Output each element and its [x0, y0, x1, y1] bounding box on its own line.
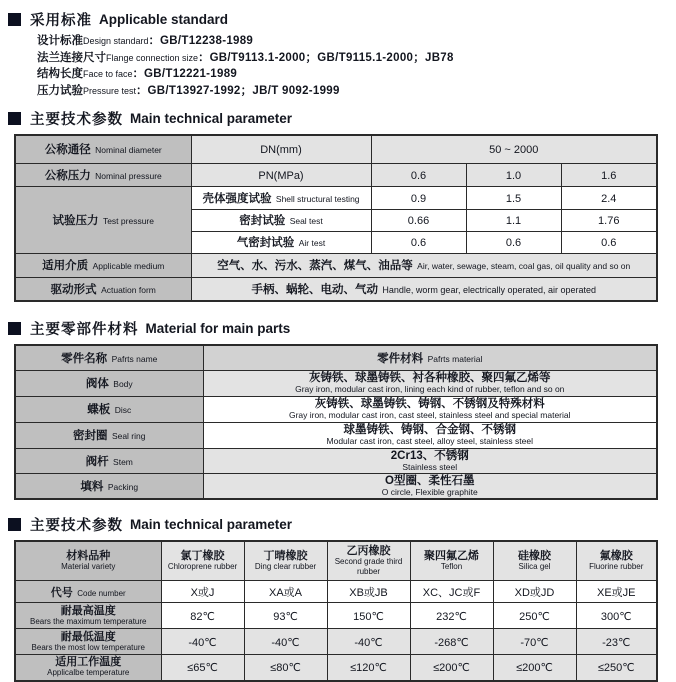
header-zh: 材料品种 — [66, 549, 111, 562]
label-zh: 蝶板 — [87, 404, 111, 416]
material-zh: 球墨铸铁、铸钢、合金钢、不锈钢 — [343, 424, 516, 436]
value-text: XB或JB — [349, 586, 388, 599]
table-row — [15, 422, 657, 448]
row-label-seal-ring — [15, 422, 203, 448]
row-label-max-temperature — [15, 603, 161, 629]
label-en: Applicalbe temperature — [47, 668, 130, 678]
actuation-zh: 手柄、蜗轮、电动、气动 — [251, 283, 378, 296]
value-text: 82℃ — [190, 610, 215, 623]
section-title-en: Main technical parameter — [130, 111, 293, 126]
label-en: Stem — [113, 456, 133, 467]
value-cell — [244, 581, 327, 603]
header-en: Pafrts material — [427, 353, 483, 364]
material-cell — [203, 448, 657, 473]
row-label-working-temperature — [15, 655, 161, 681]
separator: ： — [136, 84, 148, 97]
standards-list — [37, 33, 676, 99]
row-label-nominal-pressure — [15, 163, 191, 186]
header-silica — [493, 541, 576, 581]
medium-zh: 空气、水、污水、蒸汽、煤气、油品等 — [217, 260, 413, 272]
label-en: Nominal pressure — [95, 170, 162, 181]
value-text: -40℃ — [271, 636, 300, 649]
section-bullet-icon — [8, 112, 21, 125]
value-text: -40℃ — [354, 636, 383, 649]
label-en: Bears the most low temperature — [31, 642, 145, 652]
value-text: 0.6 — [601, 237, 617, 249]
label-en: Code number — [77, 588, 126, 598]
section-heading-rubber-parameters — [8, 514, 676, 535]
value-cell — [161, 603, 244, 629]
standard-value: GB/T12238-1989 — [160, 35, 254, 47]
technical-parameter-table — [14, 134, 658, 302]
header-zh: 硅橡胶 — [518, 549, 551, 562]
value-cell — [466, 231, 561, 253]
value-text: ≤250℃ — [597, 662, 635, 675]
material-en: O circle, Flexible graphite — [381, 486, 478, 497]
label-zh: 代号 — [50, 586, 73, 599]
row-label-test-pressure — [15, 186, 191, 253]
section-title-en: Main technical parameter — [130, 516, 293, 532]
value-text: ≤65℃ — [187, 662, 218, 675]
header-en: Second grade third rubber — [334, 556, 403, 576]
separator: ： — [198, 51, 210, 64]
value-cell — [244, 655, 327, 681]
material-en: Gray iron, modular cast iron, cast steel, stainless steel and special material — [288, 410, 571, 420]
standard-label-zh: 结构长度 — [37, 68, 83, 80]
header-nitrile — [244, 541, 327, 581]
table-row — [15, 186, 657, 209]
value-cell — [576, 655, 657, 681]
value-cell — [576, 603, 657, 629]
value-text: X或J — [190, 586, 215, 599]
value-text: ≤120℃ — [350, 662, 387, 675]
label-zh: 耐最低温度 — [60, 630, 116, 643]
param-cell — [191, 186, 371, 209]
test-name-zh: 壳体强度试验 — [202, 192, 272, 205]
label-zh: 适用工作温度 — [55, 656, 122, 669]
material-cell — [203, 370, 657, 396]
header-en: Pafrts name — [111, 353, 158, 364]
value-text: -70℃ — [520, 636, 549, 649]
standard-value: GB/T13927-1992；JB/T 9092-1999 — [147, 84, 340, 97]
medium-cell — [191, 253, 657, 277]
row-label-packing — [15, 473, 203, 499]
value-cell — [561, 163, 657, 186]
actuation-en: Handle, worm gear, electrically operated, air operated — [382, 284, 597, 295]
rubber-parameter-table — [14, 540, 658, 682]
label-en: Body — [113, 379, 133, 389]
label-en: Seal ring — [111, 431, 146, 441]
header-en: Fluorine rubber — [589, 561, 644, 571]
value-text: 2.4 — [601, 192, 617, 205]
value-cell — [576, 581, 657, 603]
value-cell — [244, 603, 327, 629]
value-cell — [327, 629, 410, 655]
value-text: ≤200℃ — [516, 662, 553, 675]
header-epdm — [327, 541, 410, 581]
value-cell — [493, 655, 576, 681]
header-en: Silica gel — [518, 561, 551, 571]
label-en: Packing — [107, 481, 139, 492]
value-text: 93℃ — [273, 610, 298, 623]
label-en: Disc — [114, 405, 132, 415]
row-label-nominal-diameter — [15, 135, 191, 163]
table-row — [15, 396, 657, 422]
standard-line-flange — [37, 50, 676, 67]
section-title-zh: 采用标准 — [30, 13, 92, 29]
table-header-row — [15, 541, 657, 581]
separator: ： — [132, 68, 145, 80]
test-name-zh: 气密封试验 — [236, 237, 295, 249]
label-zh: 密封圈 — [72, 430, 108, 442]
value-text: -40℃ — [188, 636, 217, 649]
row-label-actuation-form — [15, 277, 191, 301]
table-row — [15, 473, 657, 499]
material-cell — [203, 422, 657, 448]
param-cell — [191, 135, 371, 163]
section-heading-material-main-parts — [8, 318, 676, 339]
value-text: 232℃ — [436, 610, 467, 623]
value-cell — [561, 186, 657, 209]
value-cell — [327, 603, 410, 629]
value-cell — [466, 209, 561, 231]
value-text: XC、JC或F — [422, 586, 481, 599]
section-bullet-icon — [8, 518, 21, 531]
value-cell — [371, 186, 466, 209]
label-en: Applicable medium — [92, 261, 165, 271]
param-cell — [191, 163, 371, 186]
param-cell — [191, 231, 371, 253]
test-name-en: Air test — [298, 238, 326, 248]
value-text: 1.76 — [598, 215, 620, 227]
header-parts-name — [15, 345, 203, 370]
param-cell — [191, 209, 371, 231]
standard-label-zh: 压力试验 — [37, 84, 83, 97]
label-zh: 公称通径 — [44, 144, 91, 157]
value-text: XA或A — [268, 586, 302, 599]
header-zh: 零件名称 — [61, 352, 108, 365]
value-text: 150℃ — [353, 610, 384, 623]
standard-label-en: Design standard — [83, 36, 149, 46]
header-fluorine — [576, 541, 657, 581]
value-cell — [371, 209, 466, 231]
header-en: Ding clear rubber — [254, 561, 317, 571]
table-row — [15, 370, 657, 396]
section-title-en: Material for main parts — [145, 321, 291, 336]
range-text: 50 ~ 2000 — [489, 144, 539, 157]
header-zh: 零件材料 — [377, 352, 424, 365]
value-text: 0.9 — [410, 192, 427, 205]
label-zh: 试验压力 — [52, 214, 99, 227]
material-zh: O型圈、柔性石墨 — [385, 474, 475, 487]
material-cell — [203, 473, 657, 499]
standard-line-face-to-face — [37, 66, 676, 83]
material-en: Modular cast iron, cast steel, alloy steel, stainless steel — [326, 436, 533, 446]
value-cell — [561, 209, 657, 231]
row-label-code-number — [15, 581, 161, 603]
label-zh: 填料 — [80, 480, 104, 493]
table-row — [15, 277, 657, 301]
value-text: 0.6 — [410, 237, 427, 249]
label-en: Bears the maximum temperature — [30, 616, 147, 626]
label-zh: 耐最高温度 — [60, 604, 116, 617]
value-cell — [161, 581, 244, 603]
label-en: Nominal diameter — [95, 145, 162, 156]
row-label-min-temperature — [15, 629, 161, 655]
header-zh: 氟橡胶 — [599, 549, 633, 562]
standard-value: GB/T12221-1989 — [144, 68, 238, 80]
section-title-zh: 主要零部件材料 — [30, 322, 139, 338]
section-bullet-icon — [8, 13, 21, 26]
value-text: 1.0 — [505, 169, 522, 182]
value-text: -23℃ — [602, 636, 631, 649]
row-label-disc — [15, 396, 203, 422]
standard-label-zh: 设计标准 — [37, 35, 83, 47]
separator: ： — [148, 35, 161, 47]
value-cell — [161, 629, 244, 655]
value-text: 250℃ — [519, 610, 550, 623]
standard-label-zh: 法兰连接尺寸 — [37, 51, 106, 64]
value-cell — [244, 629, 327, 655]
value-text: 0.66 — [407, 215, 430, 227]
value-cell — [371, 231, 466, 253]
value-cell — [410, 603, 493, 629]
value-cell — [327, 655, 410, 681]
header-material-variety — [15, 541, 161, 581]
material-en: Gray iron, modular cast iron, lining each kind of rubber, teflon and so on — [295, 384, 565, 394]
material-zh: 2Cr13、不锈钢 — [390, 449, 469, 462]
header-teflon — [410, 541, 493, 581]
value-text: 1.5 — [505, 192, 522, 205]
header-zh: 氯丁橡胶 — [180, 549, 225, 562]
section-heading-applicable-standard — [8, 9, 676, 30]
material-en: Stainless steel — [402, 461, 458, 472]
section-bullet-icon — [8, 322, 21, 335]
test-name-zh: 密封试验 — [239, 215, 286, 227]
value-cell — [561, 231, 657, 253]
table-header-row — [15, 345, 657, 370]
label-zh: 驱动形式 — [50, 283, 97, 296]
medium-en: Air, water, sewage, steam, coal gas, oil quality and so on — [417, 261, 631, 271]
section-title-zh: 主要技术参数 — [30, 517, 123, 534]
row-label-applicable-medium — [15, 253, 191, 277]
value-cell — [493, 581, 576, 603]
standard-line-design — [37, 33, 676, 50]
row-label-stem — [15, 448, 203, 473]
table-row — [15, 448, 657, 473]
standard-label-en: Face to face — [83, 69, 133, 79]
value-text: 300℃ — [600, 610, 632, 623]
label-zh: 适用介质 — [42, 260, 89, 272]
label-zh: 公称压力 — [44, 169, 91, 182]
row-label-body — [15, 370, 203, 396]
header-parts-material — [203, 345, 657, 370]
value-cell — [371, 163, 466, 186]
param-text: DN(mm) — [260, 144, 302, 157]
value-text: 1.1 — [505, 215, 522, 227]
test-name-en: Seal test — [289, 216, 323, 226]
header-chloroprene — [161, 541, 244, 581]
value-text: ≤80℃ — [270, 662, 301, 675]
label-en: Test pressure — [102, 215, 154, 226]
value-cell — [410, 629, 493, 655]
section-title-en: Applicable standard — [99, 12, 229, 27]
value-text: -268℃ — [434, 636, 469, 649]
value-cell — [466, 163, 561, 186]
material-zh: 灰铸铁、球墨铸铁、铸钢、不锈钢及特殊材料 — [314, 398, 545, 410]
value-cell — [493, 603, 576, 629]
value-cell — [466, 186, 561, 209]
value-cell — [410, 581, 493, 603]
standard-label-en: Flange connection size — [106, 52, 199, 63]
test-name-en: Shell structural testing — [275, 193, 360, 204]
header-en: Material variety — [61, 561, 116, 571]
section-heading-main-technical-parameter — [8, 108, 676, 129]
value-cell — [493, 629, 576, 655]
label-zh: 阀体 — [85, 378, 109, 390]
value-cell — [576, 629, 657, 655]
value-text: 0.6 — [505, 237, 522, 249]
material-cell — [203, 396, 657, 422]
table-row — [15, 655, 657, 681]
value-text: 1.6 — [601, 169, 617, 182]
standard-line-pressure-test — [37, 83, 676, 100]
value-text: 0.6 — [410, 169, 427, 182]
param-text: PN(MPa) — [258, 169, 304, 182]
table-row — [15, 253, 657, 277]
table-row — [15, 135, 657, 163]
standard-value: GB/T9113.1-2000；GB/T9115.1-2000；JB78 — [209, 51, 454, 64]
value-text: XE或JE — [596, 586, 636, 599]
table-row — [15, 163, 657, 186]
section-title-zh: 主要技术参数 — [30, 112, 123, 128]
header-en: Teflon — [440, 561, 463, 571]
label-zh: 阀杆 — [85, 455, 109, 468]
value-cell — [161, 655, 244, 681]
header-zh: 乙丙橡胶 — [346, 544, 391, 557]
table-row — [15, 581, 657, 603]
header-zh: 丁晴橡胶 — [263, 549, 308, 562]
material-main-parts-table — [14, 344, 658, 500]
value-cell — [410, 655, 493, 681]
header-en: Chloroprene rubber — [167, 561, 238, 571]
value-cell — [371, 135, 657, 163]
standard-label-en: Pressure test — [83, 85, 137, 96]
material-zh: 灰铸铁、球墨铸铁、衬各种橡胶、聚四氟乙烯等 — [309, 372, 551, 384]
value-cell — [327, 581, 410, 603]
table-row — [15, 603, 657, 629]
table-row — [15, 629, 657, 655]
label-en: Actuation form — [101, 284, 156, 295]
value-text: ≤200℃ — [433, 662, 470, 675]
value-text: XD或JD — [514, 586, 555, 599]
header-zh: 聚四氟乙烯 — [424, 549, 479, 562]
actuation-cell — [191, 277, 657, 301]
